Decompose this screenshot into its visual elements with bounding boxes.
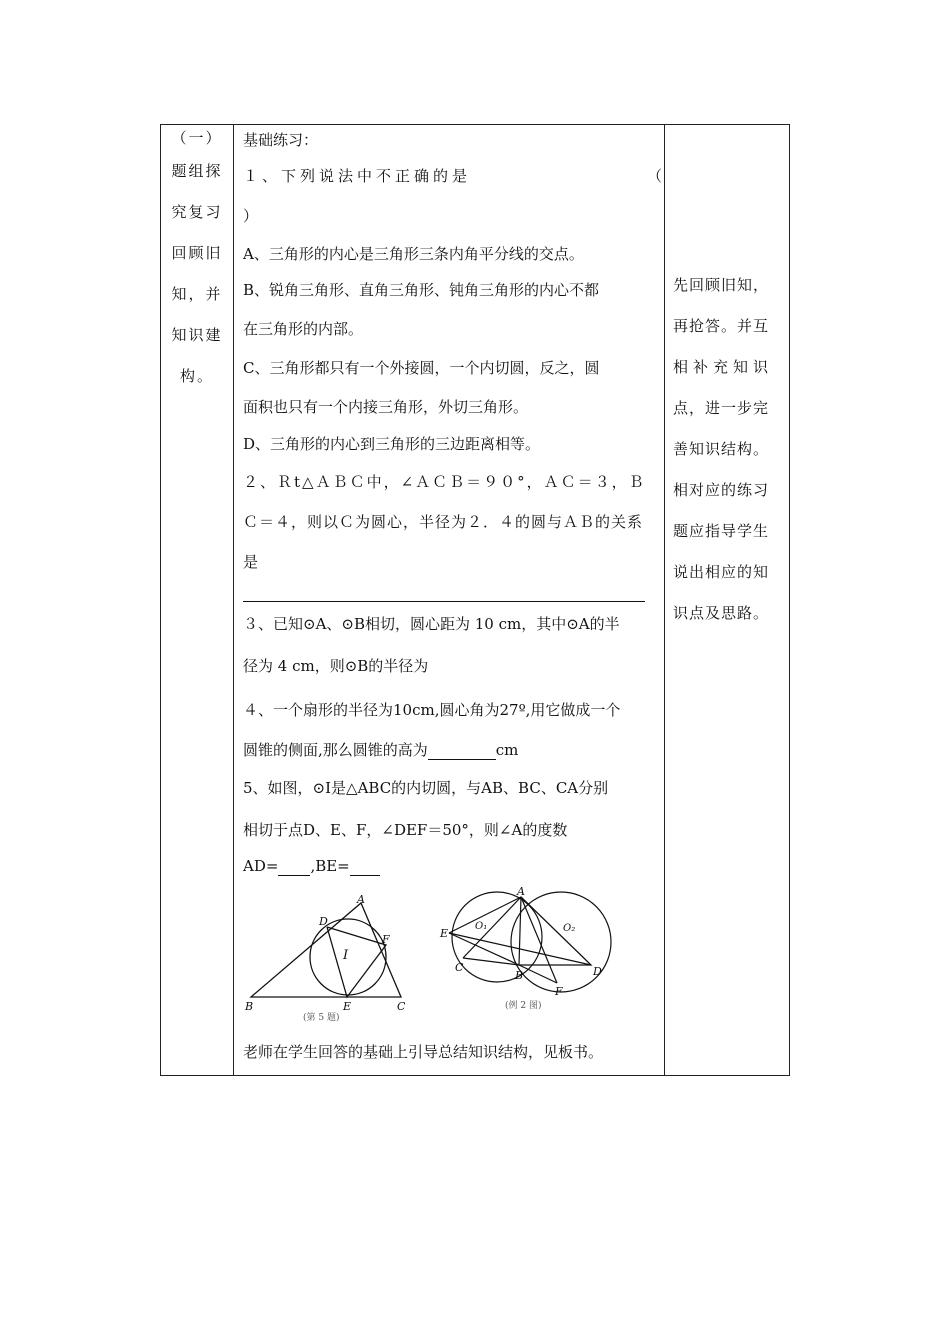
column-divider xyxy=(233,125,234,1075)
blank-field xyxy=(350,857,380,876)
fig1-label-b: B xyxy=(245,1000,254,1013)
fig2-label-o2: O₂ xyxy=(563,923,576,934)
answer-paren-close: ） xyxy=(243,207,259,225)
activity-line: 先回顾旧知， xyxy=(673,276,770,294)
fig1-label-d: D xyxy=(319,915,328,928)
question-5: 5、如图，⊙I是△ABC的内切圆，与AB、BC、CA分别 xyxy=(243,779,609,797)
summary-text: 老师在学生回答的基础上引导总结知识结构，见板书。 xyxy=(243,1043,604,1061)
option-c-cont: 面积也只有一个内接三角形，外切三角形。 xyxy=(243,398,529,416)
fig2-label-f: F xyxy=(555,985,563,998)
question-2: ２、Ｒt△ＡＢＣ中，∠ＡＣＢ＝９０°，ＡＣ＝３，Ｂ xyxy=(243,473,646,491)
question-4-cont xyxy=(243,739,518,760)
question-4-text: 圆锥的侧面,那么圆锥的高为 xyxy=(243,741,428,759)
be-label: ,BE= xyxy=(310,857,350,875)
stage-line: 构。 xyxy=(179,367,214,385)
fig1-label-c: C xyxy=(397,1000,406,1013)
activity-line: 相补充知识 xyxy=(673,358,774,376)
option-b: B、锐角三角形、直角三角形、钝角三角形的内心不都 xyxy=(243,281,600,299)
activity-line: 点，进一步完 xyxy=(673,399,770,417)
option-c: C、三角形都只有一个外接圆，一个内切圆，反之，圆 xyxy=(243,359,600,377)
column-divider xyxy=(664,125,665,1075)
answer-line xyxy=(243,601,645,602)
blank-field xyxy=(428,741,496,760)
fig2-label-b: B xyxy=(515,969,524,982)
section-heading: 基础练习： xyxy=(243,131,319,149)
fig2-label-e: E xyxy=(440,927,449,940)
question-2-cont: Ｃ＝４，则以Ｃ为圆心，半径为２．４的圆与ＡＢ的关系 xyxy=(243,513,644,531)
activity-line: 题应指导学生 xyxy=(673,522,770,540)
question-1: １、下列说法中不正确的是 xyxy=(243,167,472,185)
stage-line: 究复习 xyxy=(171,203,223,221)
option-b-cont: 在三角形的内部。 xyxy=(243,320,364,338)
stage-line: 知识建 xyxy=(171,326,223,344)
fig2-label-d: D xyxy=(593,965,602,978)
fig1-label-e: E xyxy=(343,1000,352,1013)
figure-incircle xyxy=(243,893,423,1023)
ad-label: AD= xyxy=(243,857,279,875)
stage-line: 知，并 xyxy=(171,285,223,303)
stage-column xyxy=(161,125,233,397)
fig2-label-o1: O₁ xyxy=(475,921,488,932)
activity-line: 相对应的练习 xyxy=(673,481,770,499)
figure-two-circles xyxy=(439,887,619,1017)
activity-line: 识点及思路。 xyxy=(673,604,770,622)
question-5-cont: 相切于点D、E、F，∠DEF＝50°，则∠A的度数 xyxy=(243,821,568,839)
question-3-cont: 径为 4 cm，则⊙B的半径为 xyxy=(243,657,429,675)
fig2-caption: (例 2 图) xyxy=(505,1001,542,1011)
triangle-def xyxy=(327,927,386,997)
activity-line: 说出相应的知 xyxy=(673,563,770,581)
blank-field xyxy=(278,857,310,876)
unit-label: cm xyxy=(495,741,519,759)
fig1-label-f: F xyxy=(382,933,390,946)
fig2-label-a: A xyxy=(517,887,525,898)
question-5-blanks xyxy=(243,857,380,876)
activity-column xyxy=(673,265,783,634)
activity-line: 善知识结构。 xyxy=(673,440,770,458)
fig1-caption: (第 5 题) xyxy=(303,1013,340,1023)
question-2-end: 是 xyxy=(243,553,259,571)
fig2-label-c: C xyxy=(455,961,464,974)
option-a: A、三角形的内心是三角形三条内角平分线的交点。 xyxy=(243,245,584,263)
stage-label: （一） xyxy=(171,129,223,147)
stage-line: 题组探 xyxy=(171,162,223,180)
option-d: D、三角形的内心到三角形的三边距离相等。 xyxy=(243,435,541,453)
fig1-label-a: A xyxy=(357,893,365,906)
question-4: ４、一个扇形的半径为10cm,圆心角为27º,用它做成一个 xyxy=(243,701,621,719)
activity-line: 再抢答。并互 xyxy=(673,317,770,335)
question-3: ３、已知⊙A、⊙B相切，圆心距为 10 cm，其中⊙A的半 xyxy=(243,615,620,633)
fig1-label-i: I xyxy=(343,948,349,963)
lesson-table xyxy=(160,124,790,1076)
answer-paren-open: （ xyxy=(647,167,663,185)
stage-line: 回顾旧 xyxy=(171,244,223,262)
